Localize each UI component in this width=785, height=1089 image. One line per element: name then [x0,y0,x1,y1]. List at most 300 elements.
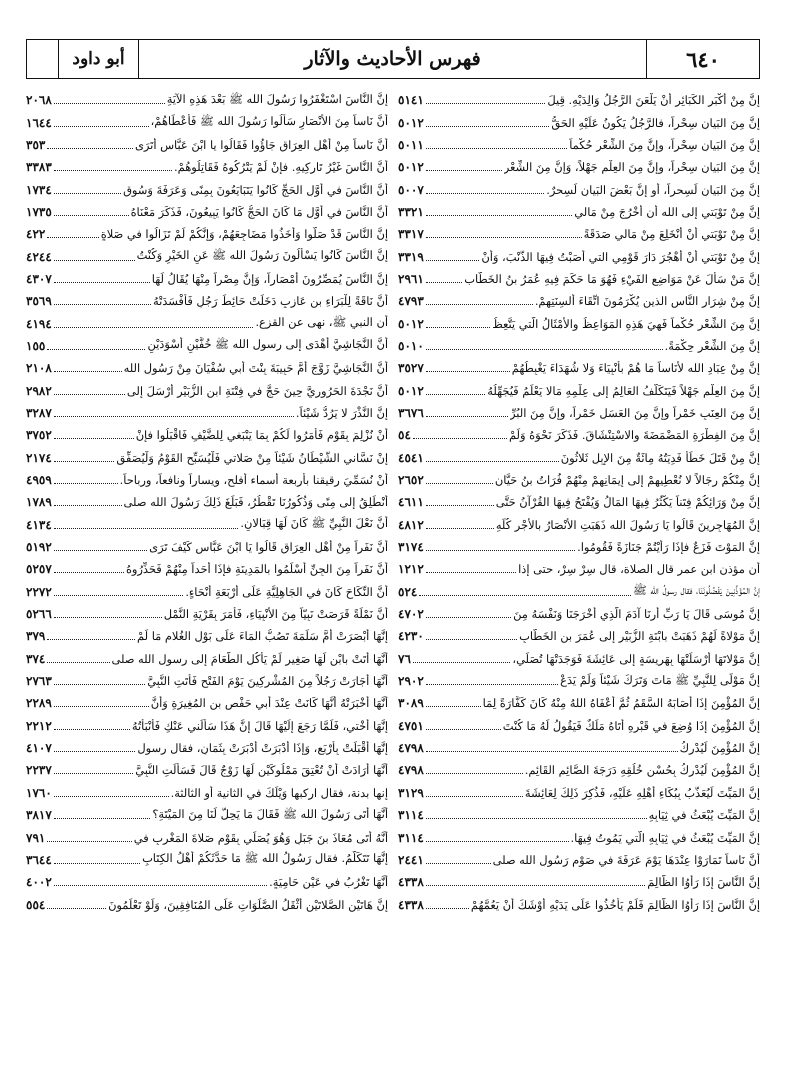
dot-leader [47,840,131,842]
hadith-text: إنَّ مِنْ أَكْبَرِ الكَبَائِرِ أَنْ يَلْعَنَ الرَّجُلُ وَالِدَيْهِ. قِيلَ [547,93,760,108]
hadith-text: إنَّ النَّاسَ إذَا رَأَوُا الظَّالِمَ [647,875,760,890]
hadith-number: ٥٢٥٧ [26,562,52,577]
index-entry [26,424,388,446]
hadith-text: أنْطَلِقُ إلى مِنًى وَذُكُورُنَا تَقْطُرُ، فَبَلَغَ ذَلِكَ رَسُولَ الله صلى [123,495,388,510]
dot-leader [426,192,544,194]
hadith-text: أنَّ نَفَراً مِنَ الجِنِّ أسْلَمُوا بالمَدِينَةِ فإذَا أحَداً مِنْهُمْ فَحَذِّرُوهُ [125,562,388,577]
hadith-number: ٢٢١٢ [26,718,52,733]
hadith-number: ٤٢٣٠ [398,629,424,644]
hadith-text: إنَّ النَّاسَ قَدْ صَلَّوا وَأخَذُوا مَضَاجِعَهُمْ، وَإنَّكُمْ لَمْ تَزَالُوا في صَلاةٍ [100,227,388,242]
dot-leader [426,236,582,238]
hadith-text: أنَّهَا أتَى رَسُولَ الله ﷺ فَقَالَ مَا يَحِلُّ لَنَا مِنَ المَيْتَةِ؟ [152,806,388,821]
hadith-text: إنَّ مِنْ وَرَائِكُمْ فِتَناً يَكْثُرُ فِيهَا المَالُ وَيُفْتَحُ فِيهَا القُرْآنُ حَتَّى [495,495,760,510]
dot-leader [54,571,124,573]
hadith-text: أنَّهَا أتَتْ بابْنٍ لَهَا صَغِيرٍ لَمْ يَأْكُلِ الطَّعَامَ إلى رسول الله صلى [111,651,388,666]
hadith-text: إنَّ النَّاسَ إذَا رَأَوُا الظَّالِمَ فَلَمْ يَأْخُذُوا عَلَى يَدَيْهِ أوْشَكَ أنْ يَعُمَّهُمْ [470,897,760,912]
index-entry [398,447,760,469]
index-entry [26,737,388,759]
dot-leader [47,348,145,350]
hadith-text: أن مؤذن ابن عمر قال الصلاة، قال سِرْ سِرْ، حتى إذا [518,562,760,577]
index-entry [26,312,388,334]
hadith-text: إنَّهَا تَتَكَلَّمُ. فقال رَسُولُ الله ﷺ مَا حَدَّثَكُمْ أهْلُ الكِتَابِ [142,851,388,866]
hadith-number: ٣١١٤ [398,808,424,823]
index-entry [398,737,760,759]
dot-leader [54,259,135,261]
dot-leader [426,527,494,529]
hadith-number: ٥٠١٢ [398,160,424,175]
hadith-text: إنَّ مِنْ تَوْبَتي أنْ أهْجُرَ دَارَ قَوْمِي التي أصَبْتُ فِيهَا الذَّنْبَ، وَأنْ [481,249,760,264]
hadith-text: إنَّ مِنَ العِلْمِ جَهْلاً فَيَتَكَلَّفُ العَالِمُ إلى عِلْمِهِ مَالا يَعْلَمُ فَيُجَهِّلُهُ [487,383,760,398]
dot-leader [54,884,267,886]
hadith-number: ٣٣١٩ [398,249,424,264]
hadith-number: ٣٣٨٣ [26,160,52,175]
hadith-number: ٢١٠٨ [26,361,52,376]
index-entry [26,759,388,781]
hadith-number: ٢٧٦٣ [26,674,52,689]
dot-leader [426,683,558,685]
hadith-number: ٥٢٦٦ [26,607,52,622]
dot-leader [54,728,130,730]
hadith-number: ٣٥٦٩ [26,294,52,309]
hadith-text: إنَّ المُؤْمِنَ لَيُدْرِكُ بِحُسْنِ خُلُقِهِ دَرَجَةَ الصَّائِمِ القَائِمِ. [524,763,760,778]
dot-leader [54,370,122,372]
hadith-number: ٣١١٤ [398,830,424,845]
index-entry [398,759,760,781]
hadith-text: أنَّ النَّجَاشِيَّ أهْدَى إلى رسول الله ﷺ خُفَّيْنِ أسْوَدَيْنِ [147,337,388,352]
dot-leader [426,862,491,864]
index-entry [398,648,760,670]
dot-leader [54,549,147,551]
hadith-text: إنَّ النَّذْرَ لا يَرُدُّ شَيْئاً. [295,405,388,420]
dot-leader [426,795,523,797]
hadith-number: ٢٢٨٩ [26,696,52,711]
dot-leader [426,750,678,752]
hadith-number: ٢٩٠٢ [398,674,424,689]
hadith-number: ٢٤٤١ [398,852,424,867]
hadith-number: ٤٧٩٨ [398,741,424,756]
hadith-text: أنَّ النِّكَاحَ كَانَ في الجَاهِلِيَّةِ عَلَى أرْبَعَةِ أنْحَاءٍ. [185,584,388,599]
hadith-number: ٥٢٤ [398,584,418,599]
hadith-number: ٣٣٢١ [398,204,424,219]
index-entry [26,603,388,625]
hadith-number: ٤١٩٤ [26,316,52,331]
dot-leader [54,326,254,328]
hadith-text: أنَّ نَمْلَةً قَرَصَتْ نَبِيّاً مِنَ الأنْبِيَاءِ، فَأمَرَ بِقَرْيَةِ النَّمْلِ [163,607,388,622]
hadith-text: أنْ نُزْلِمَ بِقَوْمٍ فَأمَرُوا لَكُمْ بِمَا يَنْبَغي لِلضَّيْفِ فَاقْبَلُوا فإنْ [135,428,388,443]
hadith-text: أنَّهَا أرَادَتْ أنْ تُعْتِقَ مَمْلُوكَيْنِ لَهَا زَوْجٌ قَالَ فَسَأَلَتِ النَّبِيَّ [135,763,388,778]
hadith-number: ٣٢٨٧ [26,405,52,420]
dot-leader [47,907,106,909]
dot-leader [54,415,294,417]
index-entry [398,469,760,491]
index-entry [26,849,388,871]
hadith-number: ٤١٠٧ [26,741,52,756]
hadith-text: إنَّ هَاتَيْنِ الصَّلاتَيْنِ أثْقَلُ الصَّلَوَاتِ عَلَى المُنَافِقِينَ، وَلَوْ تَعْلَمُونَ [108,897,388,912]
right-column [398,89,760,916]
hadith-text: أنَّهُ أتَى مُعَاذَ بنَ جَبَلٍ وَهُوَ يُصَلِّي بِقَوْمٍ صَلاةَ المَغْرِبِ في [133,830,388,845]
dot-leader [47,638,135,640]
hadith-text: أنَّ النَّاسَ في أوَّلِ الحَجِّ كَانُوا يَتَبَايَعُونَ بِمِنًى وَعَرَفَةَ وَسُوقِ [123,182,388,197]
hadith-text: إنَّ النَّاسَ اسْتَغْفَرُوا رَسُولَ الله ﷺ بَعْدَ هَذِهِ الآيَةِ [166,91,388,106]
index-entry [26,134,388,156]
hadith-text: إنَّ المُؤَذِّنِينَ يَفْضُلُونَنَا، فقال رسولُ الله ﷺ [632,583,760,598]
hadith-text: إنها بدنة، فقال اركبها وَيْلَكَ في الثانية أو الثالثة. [170,785,388,800]
index-entry [26,648,388,670]
dot-leader [54,214,129,216]
hadith-number: ٣٥٢٧ [398,361,424,376]
index-entry [398,670,760,692]
index-entry [26,469,388,491]
dot-leader [47,236,98,238]
index-entry [26,201,388,223]
dot-leader [426,638,517,640]
index-entry [26,804,388,826]
index-entry [398,268,760,290]
hadith-number: ٣٠٨٩ [398,696,424,711]
hadith-number: ٥١٩٢ [26,540,52,555]
left-column [26,89,388,916]
hadith-number: ٧٩١ [26,830,46,845]
index-entry [26,581,388,603]
hadith-number: ١٦٤٤ [26,115,52,130]
hadith-text: إنَّ مَنْ سَأَلَ عَنْ مَوَاضِعِ الفَيْءِ فَهُوَ مَا حَكَمَ فِيهِ عُمَرُ بنُ الخَطَّاب [464,271,760,286]
hadith-number: ٤١٣٤ [26,517,52,532]
dot-leader [54,393,125,395]
hadith-number: ٤٧٩٨ [398,763,424,778]
hadith-text: إنَّ المَيِّتَ يُبْعَثُ في ثِيَابِهِ الَّتي يَمُوتُ فِيهَا. [570,830,760,845]
index-entry [398,89,760,111]
index-entry [26,491,388,513]
hadith-text: إنَّ مِنَ الفِطْرَةِ المَضْمَضَةَ والاسْتِنْشَاقَ. فَذَكَرَ نَحْوَهُ وَلَمْ [508,428,760,443]
index-entry [26,89,388,111]
page-number: ٦٤٠ [686,46,720,72]
index-entry [398,245,760,267]
dot-leader [426,348,663,350]
index-entry [398,893,760,915]
header-blank-cell [27,40,59,78]
hadith-number: ٤٦١١ [398,495,424,510]
hadith-number: ٤٣٣٨ [398,875,424,890]
dot-leader [54,303,151,305]
dot-leader [54,772,133,774]
hadith-text: إنْ نَسَّاني الشَّيْطَانُ شَيْئاً مِنْ صَلاتي فَلْيُسَبِّحِ القَوْمُ وَلْيُصَفِّقِ [116,450,388,465]
index-entry [398,715,760,737]
index-entry [398,290,760,312]
dot-leader [426,772,523,774]
index-entry [398,826,760,848]
index-entry [398,581,760,603]
index-entry [26,335,388,357]
index-entry [398,111,760,133]
dot-leader [426,482,493,484]
index-entry [398,692,760,714]
hadith-text: إنَّ مِنْ قَتَلَ خَطَأً فَدِيَتُهُ مِائَةٌ مِنَ الإبِلِ ثَلاثُونَ [560,450,760,465]
hadith-text: إنَّ المَيِّتَ لَيُعَذَّبُ بِبُكَاءِ أهْلِهِ عَلَيْهِ، فَذُكِرَ ذَلِكَ لِعَائِشَةَ [524,785,760,800]
hadith-text: أنَّهَا أجَارَتْ رَجُلاً مِنَ المُشْرِكِينَ يَوْمَ الفَتْحِ فَأتَتِ النَّبِيَّ [147,674,388,689]
hadith-number: ٥٠١٢ [398,115,424,130]
index-entry [26,782,388,804]
hadith-number: ٤٣٠٧ [26,271,52,286]
dot-leader [426,214,572,216]
index-entry [398,514,760,536]
hadith-text: إنَّ المُهَاجِرِينَ قَالُوا يَا رَسُولَ الله ذَهَبَتِ الأنْصَارُ بالأجْرِ كُلِّهِ [495,517,760,532]
hadith-number: ١٥٥ [26,338,46,353]
hadith-number: ٢٢٧٢ [26,584,52,599]
index-entry [398,804,760,826]
hadith-text: إنَّ المَيِّتَ يُبْعَثُ في ثِيَابِهِ [648,808,760,823]
index-entry [398,357,760,379]
index-entry [398,536,760,558]
hadith-number: ١٧٣٥ [26,204,52,219]
hadith-text: إنَّ النَّاسَ كَانُوا يَسْأَلُونَ رَسُولَ الله ﷺ عَنِ الخَيْرِ وَكُنْتُ [136,248,388,263]
dot-leader [54,817,151,819]
dot-leader [426,549,575,551]
hadith-text: أنَّ نَاقَةً لِلْبَرَاءِ بنِ عَازِبٍ دَخَلَتْ حَائِطَ رَجُلٍ فَأفْسَدَتْهُ [152,294,388,309]
hadith-text: أنَّ نَفَراً مِنْ أهْلِ العِرَاقِ قَالُوا يَا ابْنَ عَبَّاسٍ كَيْفَ تَرَى [149,540,388,555]
index-entry [26,670,388,692]
index-entry [398,871,760,893]
dot-leader [426,705,481,707]
dot-leader [426,259,480,261]
dot-leader [54,683,145,685]
index-entry [26,871,388,893]
hadith-text: أنَّ نَجْدَةَ الحَرُورِيَّ حِينَ حَجَّ في فِتْنَةِ ابنِ الزُّبَيْرِ أرْسَلَ إلى [126,383,388,398]
hadith-text: أنَّهَا تَغْرُبُ في عَيْنٍ حَامِيَةٍ. [269,875,388,890]
hadith-number: ٣٦٤٤ [26,852,52,867]
hadith-number: ٥٠١١ [398,137,424,152]
dot-leader [413,437,507,439]
index-entry [398,223,760,245]
dot-leader [54,482,118,484]
index-entry [26,357,388,379]
dot-leader [426,460,559,462]
hadith-number: ١٧٨٩ [26,495,52,510]
hadith-text: إنَّهَا أبْصَرَتْ أُمَّ سَلَمَةَ تَصُبُّ المَاءَ عَلَى بَوْلِ الغُلامِ مَا لَمْ [137,629,388,644]
page-header [26,39,760,79]
hadith-text: إنَّ مِنْ تَوْبَتي إلى الله أن أَخْرُجَ مِنْ مَالي [574,204,760,219]
hadith-number: ٤٢٤٤ [26,249,52,264]
index-entry [26,156,388,178]
index-entry [26,692,388,714]
index-entry [26,558,388,580]
index-entry [398,156,760,178]
hadith-number: ٢٠٦٨ [26,93,52,108]
hadith-number: ٢٦٥٢ [398,473,424,488]
hadith-number: ٥٤ [398,428,411,443]
dot-leader [426,840,569,842]
index-entry [26,245,388,267]
hadith-number: ٣١٧٤ [398,540,424,555]
dot-leader [54,504,122,506]
dot-leader [54,460,115,462]
hadith-number: ٣٧٥٢ [26,428,52,443]
index-title: فهرس الأحاديث والآثار [139,40,647,78]
dot-leader [426,907,469,909]
hadith-number: ٢٢٣٧ [26,763,52,778]
index-entry [398,335,760,357]
index-entry [398,312,760,334]
index-entry [26,379,388,401]
hadith-number: ٣٦٧٦ [398,405,424,420]
hadith-text: أنَّ النَّاسَ غَيْرُ تَارِكِيهِ. فإنْ لَمْ يَتْرُكُوهُ فَقَاتِلُوهُمْ. [174,160,388,175]
hadith-text: إنَّهَا أُخْتي، فَلَمَّا رَجَعَ إلَيْهَا قَالَ إنَّ هَذَا سَأَلَني عَنْكِ فَأنْبَأْتُهُ [131,718,388,733]
hadith-number: ٤٠٠٢ [26,875,52,890]
hadith-text: أنَّ النَّاسَ في أوَّلِ مَا كَانَ الحَجُّ كَانُوا يَبِيعُونَ، فَذَكَرَ مَعْنَاهُ [130,204,388,219]
hadith-text: أنَّ نَعْلَ النَّبِيِّ ﷺ كَانَ لَهَا قِبَالانِ. [240,516,388,531]
index-entry [398,201,760,223]
hadith-number: ٤٥٤١ [398,450,424,465]
dot-leader [419,594,631,596]
dot-leader [426,884,646,886]
index-entry [26,514,388,536]
index-entry [26,715,388,737]
index-entry [398,625,760,647]
hadith-number: ٧٦ [398,651,411,666]
dot-leader [426,370,510,372]
dot-leader [426,817,647,819]
hadith-text: إنَّ النَّاسَ يُمَصِّرُونَ أمْصَاراً، وَإنَّ مِصْراً مِنْهَا يُقَالُ لَهَا [151,271,388,286]
hadith-text: إنَّ مِنَ العِنَبِ خَمْراً وإنَّ مِنَ العَسَلِ خَمْراً، وإنَّ مِنَ البُرِّ [510,405,760,420]
hadith-number: ٤٧٩٣ [398,294,424,309]
hadith-text: إنَّ المُؤْمِنَ إذَا أصَابَهُ السَّقَمُ ثُمَّ أعْفَاهُ اللهُ مِنْهُ كَانَ كَفَّارَةً لِمَا [482,696,760,711]
hadith-text: إنَّ المُؤْمِنَ إذَا وُضِعَ في قَبْرِهِ أتَاهُ مَلَكٌ فَيَقُولُ لَهُ مَا كُنْتَ [502,718,760,733]
index-entry [398,402,760,424]
hadith-number: ٥٠٠٧ [398,182,424,197]
hadith-number: ٥٠١٢ [398,316,424,331]
hadith-text: إنَّ المُؤْمِنَ لَيُدْرِكُ [679,741,760,756]
hadith-number: ٢١٧٤ [26,450,52,465]
hadith-text: إنَّ مِنْ شِرَارِ النَّاسِ الذين يُكْرَمُونَ اتِّقَاءَ ألسِنَتِهِمْ. [534,294,760,309]
index-entry [26,402,388,424]
hadith-number: ١٧٦٠ [26,785,52,800]
dot-leader [426,281,462,283]
hadith-number: ٣٥٣ [26,137,46,152]
hadith-number: ٥٠١٢ [398,383,424,398]
index-entry [398,379,760,401]
hadith-text: إنَّ مِنَ البَيانِ سِحْراً، وإنَّ مِنَ الشِّعْرِ حُكْماً [569,137,760,152]
dot-leader [426,303,533,305]
hadith-number: ٤٧٥١ [398,718,424,733]
hadith-number: ٢٩٦١ [398,271,424,286]
hadith-text: إنَّ مِنْكُمْ رِجَالاً لا نُعْطِيهِمْ إلى إيمَانِهِمْ مِنْهُمْ فُرَاتُ بنُ حَيَّان [494,473,760,488]
hadith-text: إنَّ مَوْلاتَهَا أرْسَلَتْهَا بِهَرِيسَةٍ إلى عَائِشَةَ فَوَجَدَتْهَا تُصَلِّي، [512,651,760,666]
index-entry [26,268,388,290]
index-entry [398,849,760,871]
hadith-number: ١٢١٢ [398,562,424,577]
dot-leader [54,169,172,171]
hadith-number: ٤٣٣٨ [398,897,424,912]
hadith-text: إنَّ مَوْلاةً لَهُمْ ذَهَبَتْ بابْنَةِ الزُّبَيْرِ إلى عُمَرَ بنِ الخَطَّابِ [519,629,760,644]
dot-leader [426,125,550,127]
hadith-number: ٣١٢٩ [398,785,424,800]
hadith-number: ٤٨١٢ [398,517,424,532]
dot-leader [54,281,150,283]
dot-leader [426,616,511,618]
index-entry [26,893,388,915]
hadith-number: ٤٩٥٩ [26,473,52,488]
hadith-text: إنَّ مِنَ البَيانِ سِحْراً، فالرَّجُلُ يَكُونُ عَلَيْهِ الحَقُّ [551,115,760,130]
hadith-number: ١٧٣٤ [26,182,52,197]
index-entry [26,625,388,647]
index-entry [26,111,388,133]
dot-leader [426,102,546,104]
hadith-text: إنَّ مِنْ تَوْبَتي أنْ أنْخَلِعَ مِنْ مَالي صَدَقَةً [583,227,760,242]
hadith-text: إنَّ مِنَ البَيانِ لَسِحراً، أو إنَّ بَعْضَ البَيانِ لَسِحرٌ. [546,182,760,197]
hadith-text: أنَّ نَاساً مِنْ أهْلِ العِرَاقِ جَاؤُوا فَقَالُوا يا ابْنَ عَبَّاسٍ أتَرَى [134,137,388,152]
dot-leader [426,728,501,730]
dot-leader [54,705,149,707]
index-entry [26,223,388,245]
hadith-text: إنَّهَا أقْبَلَتْ بِأرْبَعٍ، وَإذَا أدْبَرَتْ أدْبَرَتْ بِثَمَانٍ، فقال رسول [137,741,388,756]
dot-leader [54,192,121,194]
hadith-number: ٢٩٨٢ [26,383,52,398]
index-entry [26,826,388,848]
hadith-text: إنَّ مُوسَى قَالَ يَا رَبِّ أرِنَا آدَمَ الَّذِي أخْرَجَنَا وَنَفْسَهُ مِنَ [513,607,760,622]
dot-leader [54,862,140,864]
index-entry [398,782,760,804]
hadith-text: أن النبي ﷺ، نهى عن القزع. [255,315,388,330]
index-entry [398,491,760,513]
hadith-number: ٤٢٢ [26,227,46,242]
dot-leader [426,571,516,573]
hadith-text: أنَّ نَاساً تَمَارَوْا عِنْدَهَا يَوْمَ عَرَفَةَ في صَوْمِ رَسُولِ الله صلى [492,852,760,867]
hadith-number: ٣٧٩ [26,629,46,644]
hadith-text: إنَّ مِنَ البَيانِ سِحْراً، وإنَّ مِنَ العِلْمِ جَهْلاً، وَإنَّ مِنَ الشِّعْرِ [503,160,760,175]
hadith-number: ٥٠١٠ [398,338,424,353]
hadith-number: ٥١٤١ [398,93,424,108]
hadith-text: أنَّ نَاساً مِنَ الأنْصَارِ سَأَلُوا رَسُولَ الله ﷺ فَأعْطَاهُمْ، [150,114,388,129]
hadith-text: أنَّ النَّجَاشِيَّ زَوَّجَ أُمَّ حَبِيبَةَ بِنْتَ أبي سُفْيَانَ مِنْ رَسُولِ الله [123,361,388,376]
hadith-text: إنَّ مَوْلًى لِلنَّبِيِّ ﷺ مَاتَ وَتَرَكَ شَيْئاً وَلَمْ يَدَعْ [560,672,760,687]
index-entry [26,178,388,200]
hadith-text: إنَّ مِنْ عِبَادِ الله لأُنَاساً مَا هُمْ بأنْبِيَاءَ وَلا شُهَدَاءَ يَغْبِطُهُمْ [511,361,760,376]
book-name: أبو داود [59,40,139,78]
dot-leader [426,169,502,171]
dot-leader [426,147,567,149]
dot-leader [426,393,485,395]
hadith-text: أنَّهَا أخْبَرَتْهُ أنَّهَا كَانَتْ عِنْدَ أبي حَفْصِ بنِ المُغِيرَةِ وَأنَّ [150,696,388,711]
hadith-text: أنْ نُسَمِّيَ رقيقنا بأربعة أسماء أفلح، ويساراً ونافعاً، ورباحاً. [119,473,388,488]
index-entry [26,290,388,312]
index-entry [398,178,760,200]
dot-leader [54,125,149,127]
index-entry [398,134,760,156]
index-entry [26,536,388,558]
dot-leader [47,147,133,149]
hadith-number: ٤٧٠٢ [398,607,424,622]
dot-leader [426,504,494,506]
hadith-number: ٣٨١٧ [26,808,52,823]
dot-leader [54,594,184,596]
hadith-text: إنَّ مِنَ الشِّعْرِ حُكْماً فَهِيَ هَذِهِ المَوَاعِظُ والأمْثَالُ الَّتي يَتَّعِظُ [492,316,760,331]
index-entry [398,424,760,446]
dot-leader [54,795,169,797]
dot-leader [54,750,136,752]
dot-leader [54,527,239,529]
hadith-number: ٣٣١٧ [398,227,424,242]
hadith-text: إنَّ مِنَ الشِّعْرِ حِكْمَةً. [664,338,760,353]
dot-leader [413,661,511,663]
index-entry [398,603,760,625]
hadith-text: إنَّ المَوْتَ فَزَعٌ فإذَا رَأَيْتُمْ جَنَازَةً فَقُومُوا. [577,540,760,555]
hadith-number: ٣٧٤ [26,651,46,666]
dot-leader [54,102,165,104]
dot-leader [54,616,162,618]
dot-leader [54,437,134,439]
dot-leader [47,661,109,663]
index-entry [26,447,388,469]
hadith-number: ٥٥٤ [26,897,46,912]
